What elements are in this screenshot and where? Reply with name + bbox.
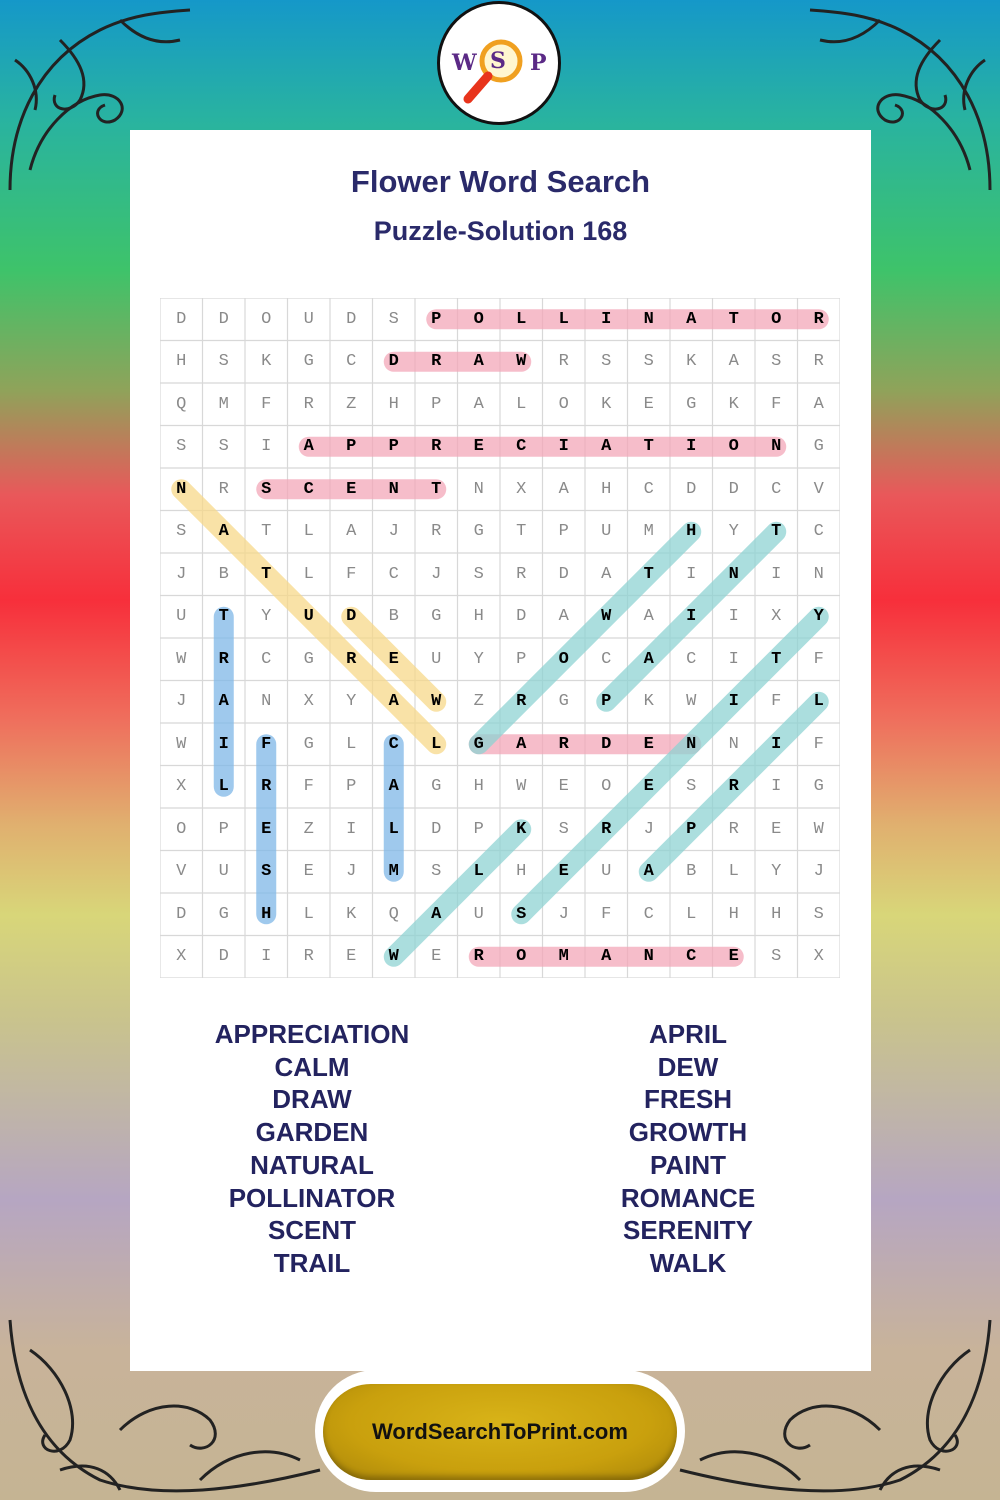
grid-cell[interactable]: H (601, 479, 612, 499)
grid-cell[interactable]: O (261, 309, 272, 329)
grid-cell[interactable]: G (431, 777, 442, 797)
word-list-item: NATURAL (250, 1149, 374, 1180)
grid-cell[interactable]: M (218, 394, 229, 414)
grid-cell[interactable]: T (643, 564, 654, 584)
grid-cell[interactable]: S (261, 479, 272, 499)
grid-cell[interactable]: D (176, 309, 187, 329)
grid-cell[interactable]: K (728, 394, 739, 414)
grid-cell[interactable]: E (558, 777, 569, 797)
grid-cell[interactable]: F (601, 904, 612, 924)
word-list-item: FRESH (643, 1084, 733, 1115)
grid-cell[interactable]: U (218, 862, 229, 882)
grid-cell[interactable]: L (728, 862, 739, 882)
grid-cell[interactable]: K (686, 352, 697, 372)
grid-cell[interactable]: S (261, 862, 272, 882)
grid-cell[interactable]: P (431, 309, 442, 329)
grid-cell[interactable]: Q (176, 394, 187, 414)
grid-cell[interactable]: A (303, 437, 314, 457)
grid-cell[interactable]: F (771, 394, 782, 414)
grid-cell[interactable]: G (431, 607, 442, 627)
grid-cell[interactable]: I (558, 437, 569, 457)
grid-cell[interactable]: O (176, 819, 187, 839)
grid-cell[interactable]: X (303, 692, 314, 712)
grid-cell[interactable]: S (388, 309, 399, 329)
grid-cell[interactable]: E (643, 394, 654, 414)
grid-cell[interactable]: H (728, 904, 739, 924)
grid-cell[interactable]: R (218, 479, 229, 499)
grid-cell[interactable]: R (516, 564, 527, 584)
grid-cell[interactable]: W (388, 947, 399, 967)
grid-cell[interactable]: B (686, 862, 697, 882)
grid-cell[interactable]: N (643, 309, 654, 329)
grid-cell[interactable]: S (516, 904, 527, 924)
grid-cell[interactable]: H (473, 777, 484, 797)
grid-cell[interactable]: G (303, 734, 314, 754)
grid-cell[interactable]: A (643, 862, 654, 882)
grid-cell[interactable]: E (346, 947, 357, 967)
grid-cell[interactable]: W (176, 734, 187, 754)
grid-cell[interactable]: D (516, 607, 527, 627)
grid-cell[interactable]: O (558, 649, 569, 669)
grid-cell[interactable]: N (728, 734, 739, 754)
grid-cell[interactable]: P (601, 692, 612, 712)
grid-cell[interactable]: R (601, 819, 612, 839)
word-list-left (162, 1018, 462, 1280)
grid-cell[interactable]: G (686, 394, 697, 414)
grid-cell[interactable]: A (601, 947, 612, 967)
grid-cell[interactable]: C (686, 649, 697, 669)
grid-cell[interactable]: A (388, 692, 399, 712)
grid-cell[interactable]: N (771, 437, 782, 457)
grid-cell[interactable]: Y (346, 692, 357, 712)
grid-cell[interactable]: D (346, 607, 357, 627)
grid-cell[interactable]: Z (303, 819, 314, 839)
grid-cell[interactable]: T (771, 522, 782, 542)
grid-cell[interactable]: O (728, 437, 739, 457)
grid-cell[interactable]: P (346, 437, 357, 457)
grid-cell[interactable]: E (303, 862, 314, 882)
grid-cell[interactable]: N (643, 947, 654, 967)
grid-cell[interactable]: N (728, 564, 739, 584)
grid-cell[interactable]: A (473, 352, 484, 372)
grid-cell[interactable]: Y (728, 522, 739, 542)
grid-cell[interactable]: D (686, 479, 697, 499)
grid-cell[interactable]: S (176, 437, 187, 457)
grid-cell[interactable]: P (388, 437, 399, 457)
grid-cell[interactable]: C (771, 479, 782, 499)
grid-cell[interactable]: R (346, 649, 357, 669)
grid-cell[interactable]: D (218, 947, 229, 967)
grid-cell[interactable]: S (771, 352, 782, 372)
grid-cell[interactable]: F (261, 734, 272, 754)
grid-cell[interactable]: R (261, 777, 272, 797)
grid-cell[interactable]: R (303, 947, 314, 967)
word-list-right (538, 1018, 838, 1280)
grid-cell[interactable]: U (303, 607, 314, 627)
grid-cell[interactable]: R (728, 777, 739, 797)
grid-cell[interactable]: K (346, 904, 357, 924)
grid-cell[interactable]: Z (473, 692, 484, 712)
grid-cell[interactable]: Y (261, 607, 272, 627)
grid-cell[interactable]: P (431, 394, 442, 414)
grid-cell[interactable]: S (431, 862, 442, 882)
grid-cell[interactable]: S (218, 352, 229, 372)
letter-grid (160, 298, 840, 978)
grid-cell[interactable]: S (601, 352, 612, 372)
grid-cell[interactable]: C (601, 649, 612, 669)
grid-cell[interactable]: L (303, 564, 314, 584)
grid-cell[interactable]: B (388, 607, 399, 627)
grid-cell[interactable]: I (771, 777, 782, 797)
grid-cell[interactable]: W (601, 607, 612, 627)
grid-cell[interactable]: X (516, 479, 527, 499)
page-title: Flower Word Search (350, 164, 651, 199)
grid-cell[interactable]: S (813, 904, 824, 924)
grid-cell[interactable]: L (303, 522, 314, 542)
grid-cell[interactable]: D (558, 564, 569, 584)
grid-cell[interactable]: C (346, 352, 357, 372)
grid-cell[interactable]: D (431, 819, 442, 839)
grid-cell[interactable]: R (303, 394, 314, 414)
grid-cell[interactable]: Y (813, 607, 824, 627)
grid-cell[interactable]: S (686, 777, 697, 797)
grid-cell[interactable]: M (643, 522, 654, 542)
grid-cell[interactable]: X (771, 607, 782, 627)
grid-cell[interactable]: K (601, 394, 612, 414)
grid-cell[interactable]: K (516, 819, 527, 839)
grid-cell[interactable]: G (813, 777, 824, 797)
word-list-item: GROWTH (628, 1117, 748, 1148)
grid-cell[interactable]: E (388, 649, 399, 669)
grid-cell[interactable]: F (813, 649, 824, 669)
grid-cell[interactable]: G (218, 904, 229, 924)
grid-cell[interactable]: K (643, 692, 654, 712)
grid-cell[interactable]: R (558, 734, 569, 754)
grid-cell[interactable]: H (686, 522, 697, 542)
grid-cell[interactable]: A (813, 394, 824, 414)
grid-cell[interactable]: E (728, 947, 739, 967)
grid-cell[interactable]: K (261, 352, 272, 372)
grid-cell[interactable]: Y (771, 862, 782, 882)
grid-cell[interactable]: G (558, 692, 569, 712)
word-list-item: DEW (657, 1051, 719, 1082)
grid-cell[interactable]: O (473, 309, 484, 329)
grid-cell[interactable]: N (176, 479, 187, 499)
grid-cell[interactable]: E (771, 819, 782, 839)
word-list-item: SCENT (267, 1215, 357, 1246)
grid-cell[interactable]: R (473, 947, 484, 967)
word-list-item: DRAW (272, 1084, 352, 1115)
grid-cell[interactable]: N (473, 479, 484, 499)
grid-cell[interactable]: U (473, 904, 484, 924)
grid-cell[interactable]: I (728, 692, 739, 712)
grid-cell[interactable]: U (601, 522, 612, 542)
grid-cell[interactable]: W (686, 692, 697, 712)
grid-cell[interactable]: F (346, 564, 357, 584)
grid-cell[interactable]: T (728, 309, 739, 329)
logo-letter-s: S (490, 48, 506, 74)
grid-cell[interactable]: R (431, 522, 442, 542)
grid-cell[interactable]: I (261, 437, 272, 457)
grid-cell[interactable]: A (558, 479, 569, 499)
grid-cell[interactable]: J (558, 904, 569, 924)
grid-cell[interactable]: M (558, 947, 569, 967)
grid-cell[interactable]: N (261, 692, 272, 712)
puzzle-card (130, 130, 871, 1371)
grid-cell[interactable]: C (813, 522, 824, 542)
logo-letter-p: P (530, 50, 547, 76)
grid-cell[interactable]: T (516, 522, 527, 542)
grid-cell[interactable]: W (813, 819, 824, 839)
grid-cell[interactable]: C (643, 904, 654, 924)
grid-cell[interactable]: M (388, 862, 399, 882)
grid-cell[interactable]: L (516, 394, 527, 414)
grid-cell[interactable]: W (516, 777, 527, 797)
grid-cell[interactable]: C (516, 437, 527, 457)
grid-cell[interactable]: J (643, 819, 654, 839)
grid-cell[interactable]: P (558, 522, 569, 542)
grid-cell[interactable]: T (643, 437, 654, 457)
grid-cell[interactable]: N (813, 564, 824, 584)
grid-cell[interactable]: J (346, 862, 357, 882)
grid-cell[interactable]: L (686, 904, 697, 924)
grid-cell[interactable]: E (346, 479, 357, 499)
grid-cell[interactable]: F (303, 777, 314, 797)
grid-cell[interactable]: D (728, 479, 739, 499)
logo-letter-w: W (452, 50, 477, 76)
grid-cell[interactable]: I (601, 309, 612, 329)
grid-cell[interactable]: L (431, 734, 442, 754)
grid-cell[interactable]: O (516, 947, 527, 967)
grid-cell[interactable]: G (813, 437, 824, 457)
grid-cell[interactable]: D (346, 309, 357, 329)
grid-cell[interactable]: I (346, 819, 357, 839)
word-list-item: TRAIL (273, 1247, 351, 1278)
grid-cell[interactable]: A (601, 564, 612, 584)
grid-cell[interactable]: Z (346, 394, 357, 414)
grid-cell[interactable]: A (473, 394, 484, 414)
grid-cell[interactable]: V (176, 862, 187, 882)
grid-cell[interactable]: F (261, 394, 272, 414)
word-list-item: CALM (274, 1051, 350, 1082)
grid-cell[interactable]: D (218, 309, 229, 329)
page-subtitle: Puzzle-Solution 168 (373, 216, 628, 246)
word-list-item: ROMANCE (620, 1182, 756, 1213)
grid-cell[interactable]: S (643, 352, 654, 372)
site-logo[interactable] (437, 1, 561, 125)
grid-cell[interactable]: O (601, 777, 612, 797)
grid-cell[interactable]: C (261, 649, 272, 669)
grid-cell[interactable]: L (388, 819, 399, 839)
word-list-item: GARDEN (255, 1117, 369, 1148)
grid-cell[interactable]: H (473, 607, 484, 627)
grid-cell[interactable]: C (388, 564, 399, 584)
grid-cell[interactable]: S (218, 437, 229, 457)
grid-cell[interactable]: A (218, 692, 229, 712)
grid-cell[interactable]: I (218, 734, 229, 754)
word-list-item: WALK (649, 1247, 727, 1278)
grid-cell[interactable]: I (686, 564, 697, 584)
grid-cell[interactable]: I (686, 437, 697, 457)
grid-cell[interactable]: T (431, 479, 442, 499)
grid-cell[interactable]: E (473, 437, 484, 457)
grid-cell[interactable]: G (303, 352, 314, 372)
grid-cell[interactable]: T (261, 522, 272, 542)
grid-cell[interactable]: X (176, 947, 187, 967)
grid-cell[interactable]: G (303, 649, 314, 669)
grid-cell[interactable]: L (473, 862, 484, 882)
grid-cell[interactable]: H (771, 904, 782, 924)
grid-cell[interactable]: I (686, 607, 697, 627)
grid-cell[interactable]: T (771, 649, 782, 669)
grid-cell[interactable]: A (601, 437, 612, 457)
grid-cell[interactable]: C (303, 479, 314, 499)
grid-cell[interactable]: O (558, 394, 569, 414)
grid-cell[interactable]: V (813, 479, 824, 499)
grid-cell[interactable]: A (643, 607, 654, 627)
grid-cell[interactable]: R (431, 437, 442, 457)
grid-cell[interactable]: A (346, 522, 357, 542)
grid-cell[interactable]: D (388, 352, 399, 372)
grid-cell[interactable]: A (388, 777, 399, 797)
grid-cell[interactable]: J (176, 564, 187, 584)
grid-cell[interactable]: L (346, 734, 357, 754)
grid-cell[interactable]: D (601, 734, 612, 754)
grid-cell[interactable]: H (176, 352, 187, 372)
grid-cell[interactable]: H (516, 862, 527, 882)
grid-cell[interactable]: E (431, 947, 442, 967)
grid-cell[interactable]: S (558, 819, 569, 839)
grid-cell[interactable]: P (346, 777, 357, 797)
grid-cell[interactable]: T (218, 607, 229, 627)
grid-cell[interactable]: S (771, 947, 782, 967)
grid-cell[interactable]: T (261, 564, 272, 584)
grid-cell[interactable]: Y (473, 649, 484, 669)
grid-cell[interactable]: A (728, 352, 739, 372)
grid-cell[interactable]: P (516, 649, 527, 669)
grid-cell[interactable]: Q (388, 904, 399, 924)
grid-cell[interactable]: J (388, 522, 399, 542)
grid-cell[interactable]: A (686, 309, 697, 329)
grid-cell[interactable]: I (771, 734, 782, 754)
grid-cell[interactable]: C (686, 947, 697, 967)
grid-cell[interactable]: L (558, 309, 569, 329)
grid-cell[interactable]: R (431, 352, 442, 372)
grid-cell[interactable]: I (261, 947, 272, 967)
grid-cell[interactable]: L (303, 904, 314, 924)
grid-cell[interactable]: A (516, 734, 527, 754)
grid-cell[interactable]: N (388, 479, 399, 499)
grid-cell[interactable]: H (261, 904, 272, 924)
grid-cell[interactable]: X (813, 947, 824, 967)
grid-cell[interactable]: U (176, 607, 187, 627)
grid-cell[interactable]: U (431, 649, 442, 669)
grid-cell[interactable]: S (176, 522, 187, 542)
word-list-item: APRIL (649, 1019, 727, 1049)
grid-cell[interactable]: R (813, 352, 824, 372)
grid-cell[interactable]: W (516, 352, 527, 372)
grid-cell[interactable]: A (218, 522, 229, 542)
grid-cell[interactable]: J (176, 692, 187, 712)
grid-cell[interactable]: P (686, 819, 697, 839)
grid-cell[interactable]: A (431, 904, 442, 924)
grid-cell[interactable]: B (218, 564, 229, 584)
grid-cell[interactable]: S (473, 564, 484, 584)
grid-cell[interactable]: J (431, 564, 442, 584)
grid-cell[interactable]: R (728, 819, 739, 839)
grid-cell[interactable]: C (643, 479, 654, 499)
grid-cell[interactable]: W (431, 692, 442, 712)
grid-cell[interactable]: D (176, 904, 187, 924)
grid-cell[interactable]: J (813, 862, 824, 882)
grid-cell[interactable]: R (218, 649, 229, 669)
grid-cell[interactable]: R (516, 692, 527, 712)
word-list-item: SERENITY (622, 1215, 754, 1246)
grid-cell[interactable]: E (643, 734, 654, 754)
grid-cell[interactable]: L (218, 777, 229, 797)
grid-cell[interactable]: O (771, 309, 782, 329)
grid-cell[interactable]: P (218, 819, 229, 839)
grid-cell[interactable]: L (813, 692, 824, 712)
grid-cell[interactable]: I (728, 649, 739, 669)
word-list-item: PAINT (649, 1149, 727, 1180)
grid-cell[interactable]: H (388, 394, 399, 414)
word-list-item: POLLINATOR (228, 1182, 396, 1213)
grid-cell[interactable]: F (813, 734, 824, 754)
grid-cell[interactable]: P (473, 819, 484, 839)
grid-cell[interactable]: G (473, 522, 484, 542)
grid-cell[interactable]: A (558, 607, 569, 627)
grid-cell[interactable]: X (176, 777, 187, 797)
grid-cell[interactable]: L (516, 309, 527, 329)
grid-cell[interactable]: I (728, 607, 739, 627)
word-list-item: APPRECIATION (214, 1019, 410, 1049)
grid-cell[interactable]: U (303, 309, 314, 329)
grid-cell[interactable]: I (771, 564, 782, 584)
grid-cell[interactable]: E (643, 777, 654, 797)
site-link-button[interactable]: WordSearchToPrint.com (323, 1384, 677, 1480)
grid-cell[interactable]: W (176, 649, 187, 669)
grid-cell[interactable]: E (558, 862, 569, 882)
grid-cell[interactable]: U (601, 862, 612, 882)
grid-cell[interactable]: F (771, 692, 782, 712)
grid-cell[interactable]: A (643, 649, 654, 669)
grid-cell[interactable]: R (813, 309, 824, 329)
grid-cell[interactable]: N (686, 734, 697, 754)
grid-cell[interactable]: C (388, 734, 399, 754)
grid-cell[interactable]: R (558, 352, 569, 372)
grid-cell[interactable]: E (261, 819, 272, 839)
grid-cell[interactable]: G (473, 734, 484, 754)
